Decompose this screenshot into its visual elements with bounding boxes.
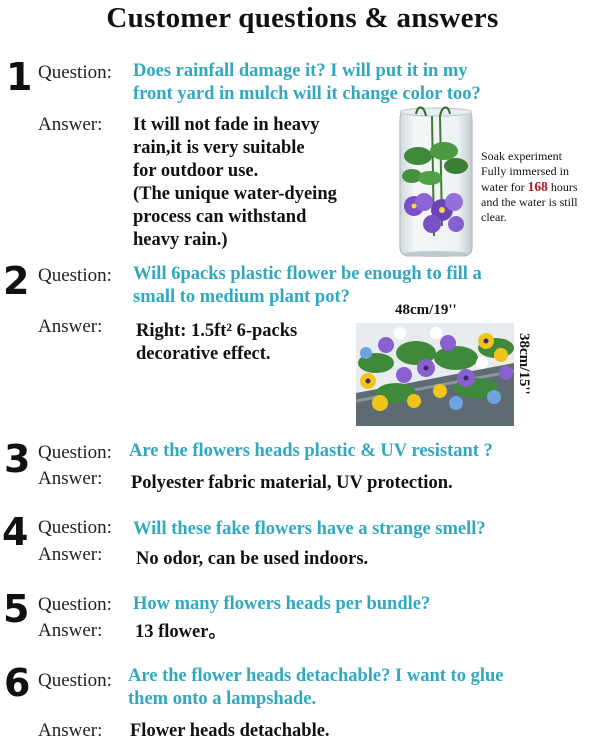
answer-label: Answer:: [38, 316, 103, 337]
question-label: Question:: [38, 265, 112, 286]
flower-planter-photo: [356, 323, 514, 426]
question-label: Question:: [38, 517, 112, 538]
answer-text-1: It will not fade in heavy rain,it is very suitable for outdoor use. (The unique water-dyeing process can withstand heavy rain.): [133, 115, 337, 250]
question-text-1: Does rainfall damage it? I will put it in my front yard in mulch will it change color too?: [133, 61, 481, 104]
soak-hours-value: 168: [527, 179, 548, 194]
question-label: Question:: [38, 670, 112, 691]
answer-label: Answer:: [38, 720, 103, 741]
question-label: Question:: [38, 62, 112, 83]
item-number-3: 3: [4, 437, 31, 481]
question-text-5: How many flowers heads per bundle?: [133, 594, 431, 614]
question-text-2: Will 6packs plastic flower be enough to fill a small to medium plant pot?: [133, 264, 482, 307]
item-number-1: 1: [6, 55, 33, 99]
question-label: Question:: [38, 594, 112, 615]
answer-label: Answer:: [38, 620, 103, 641]
width-dimension-label: 48cm/19'': [395, 302, 457, 318]
page-title: Customer questions & answers: [106, 2, 499, 34]
question-text-3: Are the flowers heads plastic & UV resistant ?: [129, 441, 493, 461]
item-number-4: 4: [2, 510, 29, 554]
height-dimension-label: 38cm/15'': [516, 333, 532, 395]
question-text-4: Will these fake flowers have a strange smell?: [133, 519, 486, 539]
item-number-6: 6: [4, 661, 31, 705]
item-number-2: 2: [3, 259, 30, 303]
question-label: Question:: [38, 442, 112, 463]
soak-experiment-note: Soak experiment Fully immersed in water for 168 hours and the water is still clear.: [481, 149, 578, 224]
answer-label: Answer:: [38, 114, 103, 135]
answer-text-3: Polyester fabric material, UV protection.: [131, 473, 453, 493]
answer-text-4: No odor, can be used indoors.: [136, 549, 369, 569]
answer-label: Answer:: [38, 468, 103, 489]
item-number-5: 5: [3, 587, 30, 631]
answer-text-6: Flower heads detachable.: [130, 721, 330, 741]
answer-label: Answer:: [38, 544, 103, 565]
answer-text-5: 13 flower。: [135, 622, 227, 642]
soak-experiment-photo: [396, 106, 476, 260]
question-text-6: Are the flower heads detachable? I want to glue them onto a lampshade.: [128, 666, 504, 709]
answer-text-2: Right: 1.5ft² 6-packs decorative effect.: [136, 321, 298, 364]
